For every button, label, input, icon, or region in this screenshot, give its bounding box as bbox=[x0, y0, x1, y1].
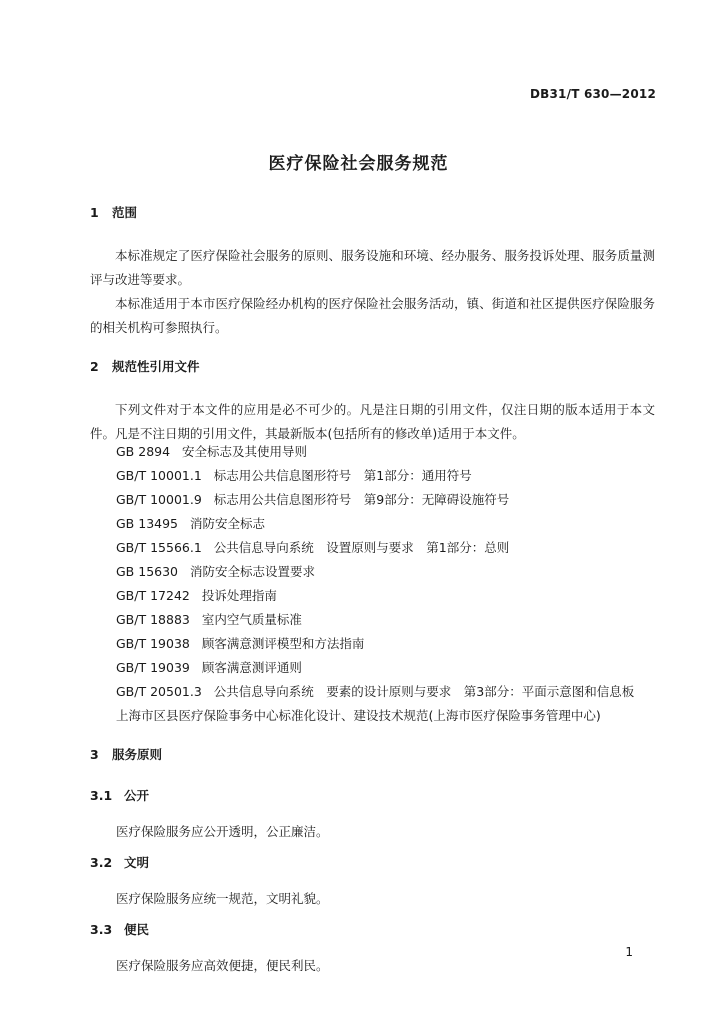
section-1-paragraph-1: 本标准规定了医疗保险社会服务的原则、服务设施和环境、经办服务、服务投诉处理、服务质量测评与改进等要求。 bbox=[90, 248, 655, 287]
subsection-title: 便民 bbox=[124, 922, 150, 937]
subsection-3-2-heading bbox=[90, 853, 149, 871]
reference-title: 顾客满意测评模型和方法指南 bbox=[201, 636, 365, 651]
reference-code: GB 15630 bbox=[116, 564, 178, 579]
section-title: 规范性引用文件 bbox=[112, 359, 200, 374]
reference-code: GB/T 20501.3 bbox=[116, 684, 202, 699]
reference-code: GB/T 17242 bbox=[116, 588, 190, 603]
reference-title: 标志用公共信息图形符号 第9部分：无障碍设施符号 bbox=[213, 492, 510, 507]
reference-title: 公共信息导向系统 设置原则与要求 第1部分：总则 bbox=[213, 540, 510, 555]
page-number: 1 bbox=[625, 945, 633, 959]
subsection-title: 公开 bbox=[124, 788, 150, 803]
section-3-heading bbox=[90, 745, 162, 763]
reference-item bbox=[116, 634, 364, 652]
subsection-3-1-heading bbox=[90, 786, 149, 804]
reference-code: GB/T 18883 bbox=[116, 612, 190, 627]
reference-item bbox=[116, 586, 277, 604]
reference-title: 上海市区县医疗保险事务中心标准化设计、建设技术规范(上海市医疗保险事务管理中心) bbox=[116, 708, 601, 723]
reference-title: 顾客满意测评通则 bbox=[201, 660, 302, 675]
reference-code: GB/T 19038 bbox=[116, 636, 190, 651]
section-number: 3 bbox=[90, 747, 99, 762]
subsection-title: 文明 bbox=[124, 855, 150, 870]
reference-item bbox=[116, 442, 307, 460]
section-number: 2 bbox=[90, 359, 99, 374]
reference-item bbox=[116, 514, 265, 532]
subsection-3-2-text: 医疗保险服务应统一规范，文明礼貌。 bbox=[116, 891, 329, 906]
section-title: 范围 bbox=[112, 205, 138, 220]
reference-title: 室内空气质量标准 bbox=[201, 612, 302, 627]
reference-title: 消防安全标志设置要求 bbox=[190, 564, 316, 579]
section-title: 服务原则 bbox=[112, 747, 163, 762]
subsection-number: 3.1 bbox=[90, 788, 113, 803]
reference-code: GB/T 10001.9 bbox=[116, 492, 202, 507]
subsection-number: 3.3 bbox=[90, 922, 113, 937]
reference-item bbox=[116, 538, 509, 556]
reference-item bbox=[116, 610, 302, 628]
standard-code: DB31/T 630—2012 bbox=[530, 87, 656, 101]
reference-title: 公共信息导向系统 要素的设计原则与要求 第3部分：平面示意图和信息板 bbox=[213, 684, 635, 699]
reference-item bbox=[116, 562, 315, 580]
reference-title: 安全标志及其使用导则 bbox=[182, 444, 308, 459]
section-number: 1 bbox=[90, 205, 99, 220]
reference-code: GB/T 19039 bbox=[116, 660, 190, 675]
reference-code: GB/T 10001.1 bbox=[116, 468, 202, 483]
reference-code: GB/T 15566.1 bbox=[116, 540, 202, 555]
reference-code: GB 2894 bbox=[116, 444, 171, 459]
section-2-intro: 下列文件对于本文件的应用是必不可少的。凡是注日期的引用文件，仅注日期的版本适用于本文件。凡是不注日期的引用文件，其最新版本(包括所有的修改单)适用于本文件。 bbox=[90, 402, 655, 441]
section-1-paragraph-2: 本标准适用于本市医疗保险经办机构的医疗保险社会服务活动，镇、街道和社区提供医疗保险服务的相关机构可参照执行。 bbox=[90, 296, 655, 335]
section-2-heading bbox=[90, 357, 200, 375]
reference-item bbox=[116, 466, 472, 484]
subsection-3-3-text: 医疗保险服务应高效便捷，便民利民。 bbox=[116, 958, 329, 973]
subsection-number: 3.2 bbox=[90, 855, 113, 870]
reference-title: 消防安全标志 bbox=[190, 516, 266, 531]
reference-item bbox=[116, 706, 601, 724]
reference-item bbox=[116, 490, 509, 508]
subsection-3-3-heading bbox=[90, 920, 149, 938]
reference-title: 标志用公共信息图形符号 第1部分：通用符号 bbox=[213, 468, 472, 483]
reference-item bbox=[116, 682, 634, 700]
document-title: 医疗保险社会服务规范 bbox=[268, 154, 449, 174]
reference-item bbox=[116, 658, 302, 676]
section-1-heading bbox=[90, 203, 137, 221]
subsection-3-1-text: 医疗保险服务应公开透明，公正廉洁。 bbox=[116, 824, 329, 839]
reference-title: 投诉处理指南 bbox=[201, 588, 277, 603]
reference-code: GB 13495 bbox=[116, 516, 178, 531]
